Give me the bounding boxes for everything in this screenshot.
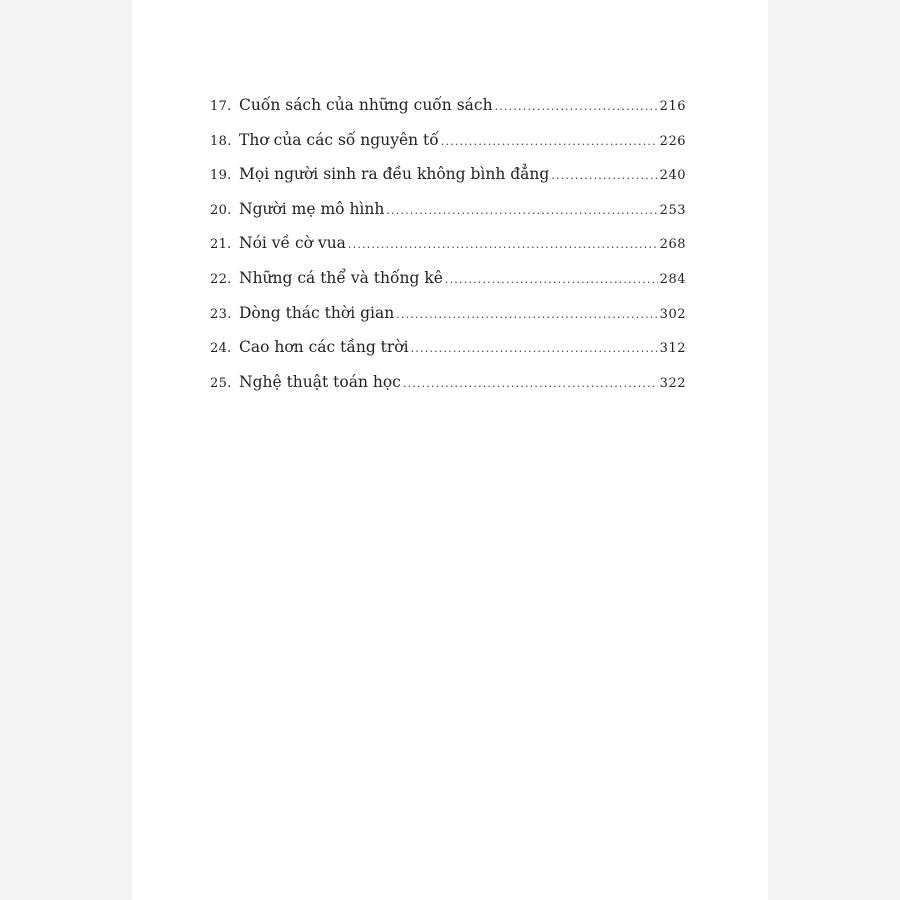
toc-entry-title: Mọi người sinh ra đều không bình đẳng [239,165,550,184]
toc-entry-page: 284 [659,271,686,287]
toc-entry-page: 216 [659,99,686,114]
toc-entry-page: 322 [659,375,686,391]
toc-entry-title: Cao hơn các tầng trời [239,338,409,357]
toc-entry-number: 24. [210,341,232,357]
toc-entry-title: Thơ của các số nguyên tố [239,130,439,149]
toc-entry [210,261,686,296]
toc-entry-number: 22. [210,271,232,287]
toc-entry-page: 268 [659,237,686,253]
toc-entry-number: 20. [210,202,232,218]
toc-entry-number: 19. [210,168,232,184]
toc-entry-title: Những cá thể và thống kê [239,268,443,287]
toc-entry [210,226,686,261]
toc-entry [210,88,686,123]
toc-entry [210,296,686,331]
toc-dot-leader [348,228,658,263]
toc-dot-leader [403,367,658,402]
toc-entry-title: Nói về cờ vua [239,234,346,253]
toc-entry [210,157,686,192]
toc-entry-number: 21. [210,237,232,253]
toc-entry-page: 253 [659,202,686,218]
toc-dot-leader [441,125,658,160]
toc-entry-page: 240 [659,168,686,184]
toc-entry [210,123,686,158]
toc-entry-page: 226 [659,133,686,149]
toc-dot-leader [445,263,658,298]
toc-entry-number: 18. [210,133,232,149]
book-page [132,0,768,900]
toc-entry-page: 302 [659,306,686,322]
toc-entry-title: Nghệ thuật toán học [239,372,401,391]
toc-entry [210,192,686,227]
toc-entry-title: Dòng thác thời gian [239,303,395,322]
toc-entry-number: 23. [210,306,232,322]
toc-entry-title: Người mẹ mô hình [239,199,385,218]
toc-dot-leader [396,298,657,333]
toc-entry-number: 17. [210,99,232,114]
toc-entry [210,330,686,365]
toc-dot-leader [551,159,657,194]
toc-dot-leader [495,90,658,125]
toc-entry-number: 25. [210,375,232,391]
toc-dot-leader [386,194,657,229]
toc-dot-leader [411,332,658,367]
toc-entry-page: 312 [659,341,686,357]
toc-entry [210,365,686,400]
toc-entry-title: Cuốn sách của những cuốn sách [239,96,493,114]
table-of-contents [210,88,686,399]
